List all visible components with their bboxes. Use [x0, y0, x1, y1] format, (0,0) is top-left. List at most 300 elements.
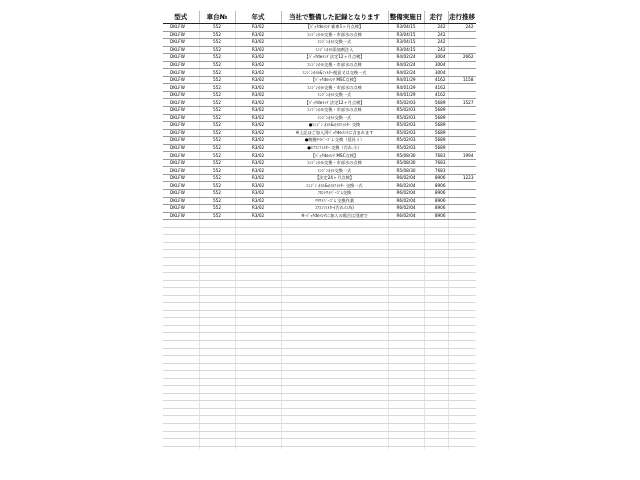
- cell-model-year: R3/02: [235, 212, 281, 220]
- empty-cell: [199, 393, 235, 401]
- cell-service-item: 【ﾊﾟｯｸdeﾒﾝﾃ 法定12ヶ月点検】: [281, 54, 388, 62]
- empty-cell: [163, 318, 199, 326]
- cell-chassis-number: 552: [199, 137, 235, 145]
- header-service-record: 当社で整備した記録となります: [281, 11, 388, 24]
- cell-service-date: R5/02/03: [388, 137, 424, 145]
- cell-service-date: R5/08/30: [388, 152, 424, 160]
- table-row: [163, 167, 476, 175]
- cell-mileage-change: [448, 69, 476, 77]
- empty-cell: [281, 265, 388, 273]
- empty-row: [163, 227, 476, 235]
- empty-cell: [163, 333, 199, 341]
- empty-row: [163, 431, 476, 439]
- empty-cell: [424, 303, 448, 311]
- cell-mileage: 4162: [424, 91, 448, 99]
- empty-cell: [388, 295, 424, 303]
- cell-chassis-number: 552: [199, 114, 235, 122]
- cell-mileage: 3004: [424, 61, 448, 69]
- cell-mileage-change: [448, 212, 476, 220]
- empty-row: [163, 356, 476, 364]
- empty-row: [163, 416, 476, 424]
- empty-cell: [163, 439, 199, 447]
- cell-model: DKLFW: [163, 39, 199, 47]
- empty-cell: [281, 431, 388, 439]
- cell-service-date: R5/02/03: [388, 107, 424, 115]
- cell-model-year: R3/02: [235, 144, 281, 152]
- empty-cell: [281, 288, 388, 296]
- empty-cell: [163, 288, 199, 296]
- cell-service-date: R3/04/15: [388, 39, 424, 47]
- cell-mileage: 5689: [424, 144, 448, 152]
- empty-cell: [424, 401, 448, 409]
- empty-cell: [388, 265, 424, 273]
- empty-cell: [424, 363, 448, 371]
- cell-model-year: R3/02: [235, 76, 281, 84]
- cell-model: DKLFW: [163, 190, 199, 198]
- empty-cell: [448, 235, 476, 243]
- empty-cell: [448, 220, 476, 228]
- empty-row: [163, 371, 476, 379]
- cell-model-year: R3/02: [235, 167, 281, 175]
- cell-model: DKLFW: [163, 129, 199, 137]
- cell-model-year: R3/02: [235, 107, 281, 115]
- empty-cell: [235, 356, 281, 364]
- empty-cell: [388, 280, 424, 288]
- empty-row: [163, 318, 476, 326]
- cell-chassis-number: 552: [199, 39, 235, 47]
- empty-cell: [235, 235, 281, 243]
- empty-cell: [163, 378, 199, 386]
- cell-mileage: 8906: [424, 174, 448, 182]
- empty-cell: [424, 386, 448, 394]
- empty-cell: [199, 250, 235, 258]
- empty-cell: [199, 333, 235, 341]
- empty-cell: [448, 408, 476, 416]
- empty-cell: [163, 303, 199, 311]
- cell-model-year: R3/02: [235, 182, 281, 190]
- empty-cell: [199, 257, 235, 265]
- empty-cell: [235, 227, 281, 235]
- empty-cell: [163, 423, 199, 431]
- cell-chassis-number: 552: [199, 167, 235, 175]
- table-row: [163, 137, 476, 145]
- table-row: [163, 46, 476, 54]
- empty-row: [163, 439, 476, 447]
- empty-cell: [199, 446, 235, 449]
- cell-service-date: R6/02/04: [388, 190, 424, 198]
- cell-mileage-change: [448, 182, 476, 190]
- empty-cell: [388, 288, 424, 296]
- cell-model-year: R3/02: [235, 205, 281, 213]
- cell-chassis-number: 552: [199, 122, 235, 130]
- empty-cell: [163, 431, 199, 439]
- cell-chassis-number: 552: [199, 212, 235, 220]
- header-service-date: 整備実施日: [388, 11, 424, 24]
- empty-cell: [281, 356, 388, 364]
- empty-row: [163, 363, 476, 371]
- header-row: [163, 11, 476, 24]
- empty-cell: [448, 371, 476, 379]
- cell-service-item: 【法定24ヶ月点検】: [281, 174, 388, 182]
- cell-service-date: R3/04/15: [388, 31, 424, 39]
- empty-cell: [448, 280, 476, 288]
- cell-model: DKLFW: [163, 167, 199, 175]
- cell-mileage-change: [448, 205, 476, 213]
- empty-cell: [163, 401, 199, 409]
- empty-cell: [199, 295, 235, 303]
- cell-service-date: R4/01/29: [388, 76, 424, 84]
- empty-cell: [163, 348, 199, 356]
- cell-model-year: R3/02: [235, 61, 281, 69]
- cell-mileage-change: 1158: [448, 76, 476, 84]
- empty-cell: [388, 257, 424, 265]
- empty-cell: [388, 371, 424, 379]
- cell-service-date: R5/02/03: [388, 144, 424, 152]
- empty-cell: [448, 416, 476, 424]
- empty-cell: [199, 310, 235, 318]
- cell-mileage-change: [448, 84, 476, 92]
- empty-cell: [163, 235, 199, 243]
- cell-service-item: ｴﾝｼﾞﾝｵｲﾙ交換一式: [281, 114, 388, 122]
- empty-cell: [163, 295, 199, 303]
- empty-cell: [281, 242, 388, 250]
- empty-cell: [388, 310, 424, 318]
- cell-service-date: R5/08/30: [388, 167, 424, 175]
- empty-row: [163, 408, 476, 416]
- empty-cell: [448, 333, 476, 341]
- cell-model: DKLFW: [163, 99, 199, 107]
- cell-service-date: R5/08/30: [388, 159, 424, 167]
- cell-service-item: ※ ﾊﾟｯｸdeﾒﾝﾃに加入の場合は別途で: [281, 212, 388, 220]
- cell-model-year: R3/02: [235, 46, 281, 54]
- cell-service-item: ｴﾝｼﾞﾝｵｲﾙ交換・市部水の点検: [281, 84, 388, 92]
- empty-cell: [163, 356, 199, 364]
- cell-model: DKLFW: [163, 46, 199, 54]
- cell-mileage: 3004: [424, 69, 448, 77]
- cell-service-date: R4/02/24: [388, 61, 424, 69]
- header-chassis-number: 車台№: [199, 11, 235, 24]
- header-model: 型式: [163, 11, 199, 24]
- empty-row: [163, 446, 476, 449]
- empty-cell: [199, 340, 235, 348]
- cell-chassis-number: 552: [199, 152, 235, 160]
- empty-cell: [448, 356, 476, 364]
- empty-cell: [199, 273, 235, 281]
- empty-cell: [448, 431, 476, 439]
- empty-row: [163, 325, 476, 333]
- header-model-year: 年式: [235, 11, 281, 24]
- empty-row: [163, 401, 476, 409]
- cell-chassis-number: 552: [199, 174, 235, 182]
- cell-service-item: ｴﾝｼﾞﾝｵｲﾙ交換・市部水の点検: [281, 61, 388, 69]
- empty-cell: [163, 310, 199, 318]
- empty-cell: [163, 265, 199, 273]
- empty-cell: [424, 371, 448, 379]
- table-row: [163, 61, 476, 69]
- cell-service-item: ｴｱｺﾝﾌｨﾙﾀｰ(汚れの為): [281, 205, 388, 213]
- empty-cell: [235, 265, 281, 273]
- empty-cell: [163, 386, 199, 394]
- empty-cell: [448, 423, 476, 431]
- empty-cell: [199, 431, 235, 439]
- table-row: [163, 159, 476, 167]
- cell-chassis-number: 552: [199, 182, 235, 190]
- empty-cell: [281, 423, 388, 431]
- empty-row: [163, 265, 476, 273]
- empty-cell: [281, 257, 388, 265]
- table-row: [163, 31, 476, 39]
- empty-cell: [448, 401, 476, 409]
- empty-cell: [424, 280, 448, 288]
- cell-mileage-change: 1527: [448, 99, 476, 107]
- maintenance-record-sheet: [163, 11, 476, 449]
- cell-model: DKLFW: [163, 24, 199, 32]
- empty-row: [163, 378, 476, 386]
- empty-cell: [281, 340, 388, 348]
- empty-cell: [281, 295, 388, 303]
- cell-model-year: R3/02: [235, 197, 281, 205]
- empty-cell: [235, 408, 281, 416]
- empty-cell: [424, 416, 448, 424]
- cell-mileage: 242: [424, 31, 448, 39]
- empty-cell: [281, 325, 388, 333]
- cell-mileage: 5689: [424, 137, 448, 145]
- empty-cell: [424, 423, 448, 431]
- cell-mileage: 5689: [424, 107, 448, 115]
- cell-mileage: 8906: [424, 197, 448, 205]
- empty-cell: [448, 227, 476, 235]
- empty-cell: [235, 295, 281, 303]
- empty-cell: [388, 408, 424, 416]
- empty-cell: [163, 227, 199, 235]
- cell-model-year: R3/02: [235, 91, 281, 99]
- empty-cell: [199, 242, 235, 250]
- empty-cell: [199, 356, 235, 364]
- empty-cell: [388, 242, 424, 250]
- empty-cell: [281, 439, 388, 447]
- cell-service-item: ｴﾝｼﾞﾝｵｲﾙ交換・市部水の点検: [281, 107, 388, 115]
- empty-cell: [235, 340, 281, 348]
- cell-chassis-number: 552: [199, 190, 235, 198]
- empty-cell: [281, 363, 388, 371]
- empty-cell: [448, 363, 476, 371]
- empty-cell: [281, 371, 388, 379]
- empty-cell: [448, 386, 476, 394]
- cell-model: DKLFW: [163, 137, 199, 145]
- empty-cell: [235, 280, 281, 288]
- empty-row: [163, 340, 476, 348]
- empty-cell: [388, 340, 424, 348]
- table-row: [163, 129, 476, 137]
- empty-cell: [388, 431, 424, 439]
- cell-model: DKLFW: [163, 91, 199, 99]
- empty-cell: [235, 325, 281, 333]
- cell-chassis-number: 552: [199, 205, 235, 213]
- empty-cell: [281, 235, 388, 243]
- empty-cell: [235, 333, 281, 341]
- cell-service-date: R5/02/03: [388, 114, 424, 122]
- cell-mileage-change: [448, 144, 476, 152]
- empty-row: [163, 220, 476, 228]
- cell-mileage: 5689: [424, 122, 448, 130]
- empty-cell: [281, 318, 388, 326]
- cell-chassis-number: 552: [199, 46, 235, 54]
- cell-service-item: ●ｴﾝｼﾞﾝ ｵｲﾙ&ｵｲﾙﾌｨﾙﾀｰ 交換: [281, 122, 388, 130]
- empty-cell: [448, 378, 476, 386]
- empty-row: [163, 386, 476, 394]
- cell-service-date: R4/02/24: [388, 69, 424, 77]
- empty-cell: [199, 265, 235, 273]
- cell-mileage-change: [448, 61, 476, 69]
- empty-cell: [448, 325, 476, 333]
- empty-cell: [235, 220, 281, 228]
- table-row: [163, 152, 476, 160]
- table-row: [163, 122, 476, 130]
- empty-cell: [388, 303, 424, 311]
- empty-cell: [448, 250, 476, 258]
- empty-cell: [424, 333, 448, 341]
- cell-service-item: ●ｴｱｺﾝﾌｨﾙﾀｰ 交換（汚れ.小）: [281, 144, 388, 152]
- empty-cell: [388, 423, 424, 431]
- empty-row: [163, 423, 476, 431]
- empty-cell: [163, 416, 199, 424]
- cell-service-date: R5/02/03: [388, 122, 424, 130]
- cell-mileage-change: 1223: [448, 174, 476, 182]
- header-mileage: 走行: [424, 11, 448, 24]
- empty-cell: [199, 408, 235, 416]
- cell-mileage: 8906: [424, 205, 448, 213]
- empty-cell: [424, 310, 448, 318]
- empty-cell: [199, 371, 235, 379]
- cell-model: DKLFW: [163, 205, 199, 213]
- cell-service-item: ｴﾝｼﾞﾝｵｲﾙ交換一式: [281, 167, 388, 175]
- cell-model-year: R3/02: [235, 31, 281, 39]
- cell-mileage: 8906: [424, 190, 448, 198]
- empty-cell: [281, 250, 388, 258]
- cell-mileage: 8906: [424, 212, 448, 220]
- empty-row: [163, 273, 476, 281]
- empty-cell: [199, 363, 235, 371]
- cell-service-item: 【ﾊﾟｯｸdeﾒﾝﾃ MSC点検】: [281, 152, 388, 160]
- table-row: [163, 39, 476, 47]
- table-row: [163, 174, 476, 182]
- table-row: [163, 99, 476, 107]
- empty-cell: [281, 227, 388, 235]
- empty-cell: [388, 363, 424, 371]
- cell-mileage-change: 1994: [448, 152, 476, 160]
- cell-mileage: 3004: [424, 54, 448, 62]
- cell-service-item: ｴﾝｼﾞﾝ ｵｲﾙ&ｵｲﾙﾌｨﾙﾀｰ 交換一式: [281, 182, 388, 190]
- cell-mileage: 7683: [424, 159, 448, 167]
- table-row: [163, 107, 476, 115]
- cell-service-date: R6/02/04: [388, 205, 424, 213]
- cell-chassis-number: 552: [199, 76, 235, 84]
- cell-mileage-change: [448, 167, 476, 175]
- cell-chassis-number: 552: [199, 54, 235, 62]
- empty-cell: [235, 242, 281, 250]
- empty-row: [163, 295, 476, 303]
- empty-cell: [388, 386, 424, 394]
- empty-cell: [235, 401, 281, 409]
- empty-cell: [281, 378, 388, 386]
- empty-cell: [448, 310, 476, 318]
- table-row: [163, 212, 476, 220]
- cell-mileage: 5689: [424, 129, 448, 137]
- empty-cell: [235, 250, 281, 258]
- table-row: [163, 24, 476, 32]
- table-row: [163, 182, 476, 190]
- cell-model: DKLFW: [163, 31, 199, 39]
- empty-cell: [448, 265, 476, 273]
- cell-mileage: 242: [424, 46, 448, 54]
- cell-mileage: 4162: [424, 76, 448, 84]
- empty-cell: [424, 295, 448, 303]
- empty-cell: [235, 378, 281, 386]
- empty-cell: [448, 318, 476, 326]
- cell-chassis-number: 552: [199, 144, 235, 152]
- cell-mileage-change: [448, 46, 476, 54]
- empty-cell: [424, 446, 448, 449]
- cell-chassis-number: 552: [199, 61, 235, 69]
- cell-service-date: R5/02/03: [388, 129, 424, 137]
- table-row: [163, 190, 476, 198]
- empty-cell: [163, 242, 199, 250]
- cell-service-item: 【ﾊﾟｯｸdeﾒﾝﾃ 新車1ヶ月点検】: [281, 24, 388, 32]
- cell-model: DKLFW: [163, 84, 199, 92]
- empty-row: [163, 235, 476, 243]
- empty-cell: [388, 393, 424, 401]
- cell-chassis-number: 552: [199, 84, 235, 92]
- empty-cell: [235, 348, 281, 356]
- cell-service-item: ｴﾝｼﾞﾝｵｲﾙ交換一式: [281, 91, 388, 99]
- empty-cell: [388, 227, 424, 235]
- table-row: [163, 205, 476, 213]
- empty-cell: [448, 393, 476, 401]
- empty-cell: [163, 393, 199, 401]
- empty-cell: [199, 325, 235, 333]
- empty-row: [163, 303, 476, 311]
- empty-cell: [424, 227, 448, 235]
- table-body: [163, 24, 476, 450]
- cell-mileage: 7683: [424, 167, 448, 175]
- empty-cell: [199, 220, 235, 228]
- cell-model: DKLFW: [163, 114, 199, 122]
- empty-cell: [424, 250, 448, 258]
- cell-service-item: ﾌﾛﾝﾄﾜｲﾊﾟｰｺﾞﾑ交換: [281, 190, 388, 198]
- cell-service-item: ｴﾝｼﾞﾝｵｲﾙ&ﾌｨﾙﾀｰ税意又は交換一式: [281, 69, 388, 77]
- empty-row: [163, 257, 476, 265]
- cell-service-item: ﾘﾔﾜｲﾊﾟｰｺﾞﾑ 交換作業: [281, 197, 388, 205]
- empty-cell: [448, 257, 476, 265]
- empty-cell: [448, 295, 476, 303]
- cell-service-date: R6/02/04: [388, 174, 424, 182]
- empty-cell: [235, 431, 281, 439]
- empty-cell: [163, 250, 199, 258]
- table-row: [163, 76, 476, 84]
- empty-cell: [424, 348, 448, 356]
- cell-chassis-number: 552: [199, 107, 235, 115]
- maintenance-table: [163, 11, 476, 449]
- empty-cell: [424, 356, 448, 364]
- empty-cell: [424, 318, 448, 326]
- cell-chassis-number: 552: [199, 197, 235, 205]
- empty-cell: [281, 333, 388, 341]
- empty-cell: [163, 408, 199, 416]
- cell-model-year: R3/02: [235, 69, 281, 77]
- empty-cell: [448, 446, 476, 449]
- table-row: [163, 144, 476, 152]
- cell-chassis-number: 552: [199, 31, 235, 39]
